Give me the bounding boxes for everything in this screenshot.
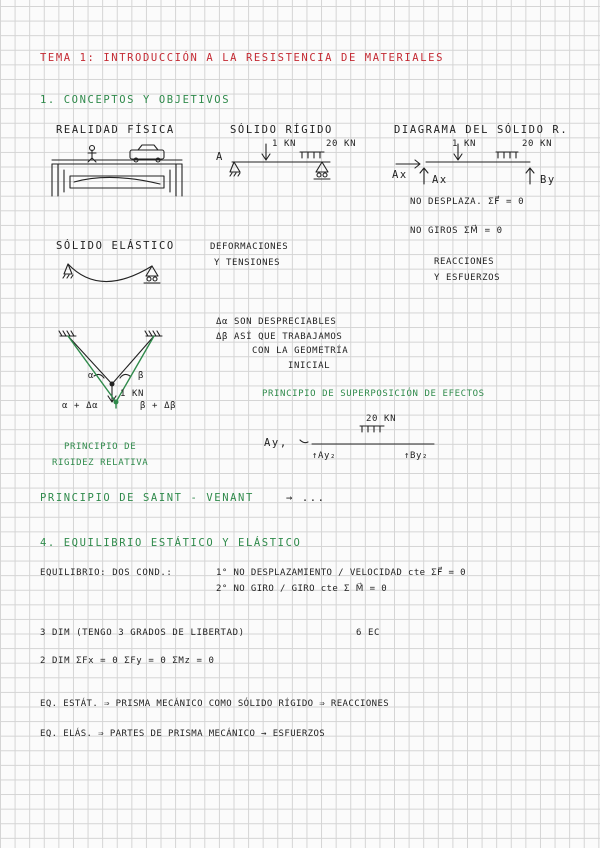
- reacciones: REACCIONES: [434, 257, 495, 267]
- saint-venant: PRINCIPIO DE SAINT - VENANT: [40, 492, 254, 504]
- elastic-beam-sketch: [60, 258, 170, 298]
- diagrama-load-1: 1 KN: [452, 139, 477, 149]
- page-title: TEMA 1: INTRODUCCIÓN A LA RESISTENCIA DE MATERIALES: [40, 52, 444, 64]
- rigido-point-a: A: [216, 151, 224, 163]
- esfuerzos: Y ESFUERZOS: [434, 273, 501, 283]
- condicion-2: 2° NO GIRO / GIRO cte Σ M⃗ = 0: [216, 584, 388, 594]
- superposicion-ay2: ↑Ay₂: [312, 451, 337, 461]
- dim-3: 3 DIM (TENGO 3 GRADOS DE LIBERTAD): [40, 628, 245, 638]
- section-1-heading: 1. CONCEPTOS Y OBJETIVOS: [40, 94, 231, 106]
- condicion-1: 1° NO DESPLAZAMIENTO / VELOCIDAD cte ΣF⃗ = 0: [216, 568, 466, 578]
- superposicion-by2: ↑By₂: [404, 451, 429, 461]
- truss-alpha: α: [88, 371, 95, 381]
- saint-venant-tail: → ...: [286, 492, 326, 504]
- superposicion-load: 20 KN: [366, 414, 397, 424]
- bridge-sketch: [50, 142, 190, 202]
- solido-rigido-label: SÓLIDO RÍGIDO: [230, 124, 333, 136]
- rigid-beam-sketch: [228, 140, 348, 190]
- eq-estatico: EQ. ESTÁT. ⇒ PRISMA MECÁNICO COMO SÓLIDO RÍGIDO ⇒ REACCIONES: [40, 699, 390, 709]
- despreciables-line-2: Δβ ASÍ QUE TRABAJAMOS: [216, 332, 343, 342]
- despreciables-line-3: CON LA GEOMETRÍA: [252, 346, 349, 356]
- tensiones: Y TENSIONES: [214, 258, 281, 268]
- truss-beta: β: [138, 371, 145, 381]
- free-body-diagram: [392, 140, 552, 190]
- truss-alpha-delta: α + Δα: [62, 401, 99, 411]
- diagrama-ax-left: Ax: [392, 169, 408, 181]
- rigidez-line-2: RIGIDEZ RELATIVA: [52, 458, 149, 468]
- diagrama-load-2: 20 KN: [522, 139, 553, 149]
- diagrama-by: By: [540, 174, 556, 186]
- no-desplaza: NO DESPLAZA. ΣF⃗ = 0: [410, 197, 525, 207]
- diagrama-ax-up: Ax: [432, 174, 448, 186]
- diagrama-label: DIAGRAMA DEL SÓLIDO R.: [394, 124, 569, 136]
- despreciables-line-1: Δα SON DESPRECIABLES: [216, 317, 337, 327]
- equilibrio-label: EQUILIBRIO: DOS COND.:: [40, 568, 173, 578]
- despreciables-line-4: INICIAL: [288, 361, 331, 371]
- superposicion-heading: PRINCIPIO DE SUPERPOSICIÓN DE EFECTOS: [262, 389, 485, 399]
- truss-beta-delta: β + Δβ: [140, 401, 177, 411]
- rigido-load-1: 1 KN: [272, 139, 297, 149]
- no-giros: NO GIROS ΣM⃗ = 0: [410, 226, 503, 236]
- eq-elastico: EQ. ELÁS. ⇒ PARTES DE PRISMA MECÁNICO → ESFUERZOS: [40, 729, 326, 739]
- dim-2: 2 DIM ΣFx = 0 ΣFy = 0 ΣMz = 0: [40, 656, 215, 666]
- section-4-heading: 4. EQUILIBRIO ESTÁTICO Y ELÁSTICO: [40, 537, 302, 549]
- superposition-beam: [260, 420, 460, 470]
- dim-3-tail: 6 EC: [356, 628, 381, 638]
- rigido-load-2: 20 KN: [326, 139, 357, 149]
- solido-elastico-label: SÓLIDO ELÁSTICO: [56, 240, 175, 252]
- truss-load: 1 KN: [120, 389, 145, 399]
- deformaciones: DEFORMACIONES: [210, 242, 289, 252]
- rigidez-line-1: PRINCIPIO DE: [64, 442, 137, 452]
- superposicion-ay: Ay,: [264, 437, 288, 449]
- realidad-fisica-label: REALIDAD FÍSICA: [56, 124, 175, 136]
